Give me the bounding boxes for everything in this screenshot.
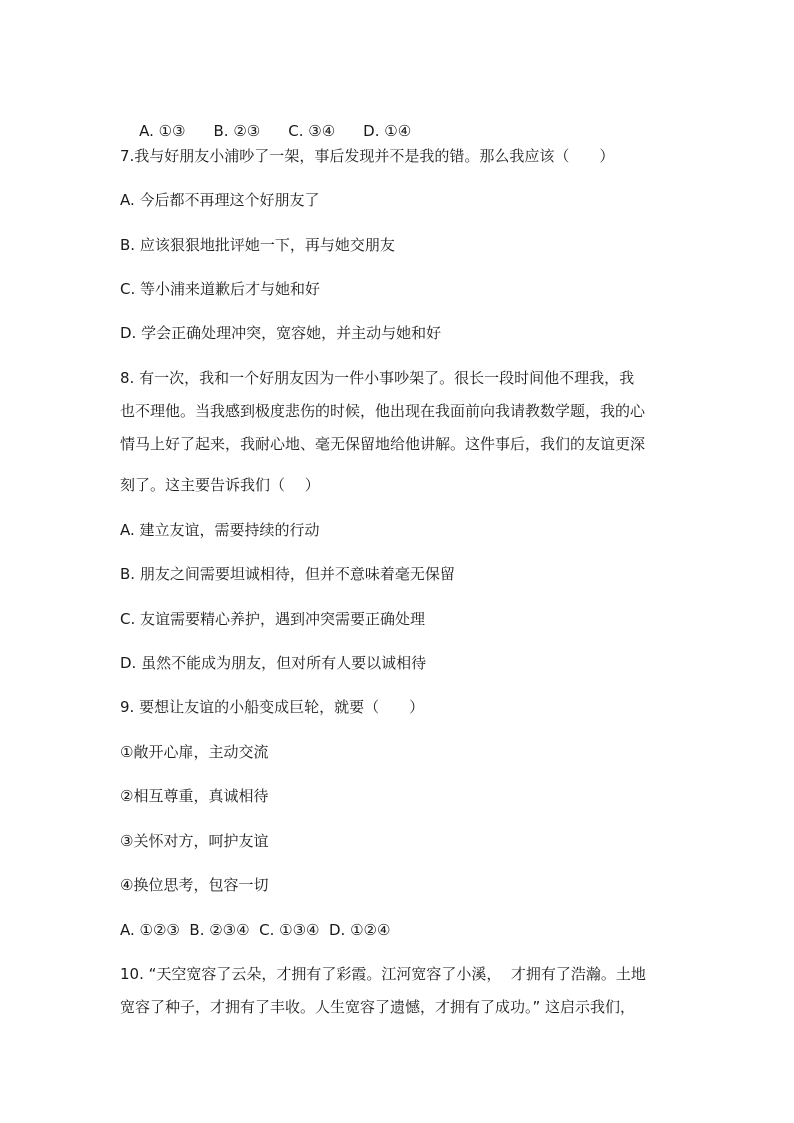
q8-stem-line1: 8. 有一次，我和一个好朋友因为一件小事吵架了。很长一段时间他不理我，我 bbox=[120, 369, 635, 387]
q7-option-a: A. 今后都不再理这个好朋友了 bbox=[120, 191, 320, 209]
q8-option-c: C. 友谊需要精心养护，遇到冲突需要正确处理 bbox=[120, 610, 426, 628]
q9-item-4: ④换位思考，包容一切 bbox=[120, 876, 269, 894]
q8-stem-line4: 刻了。这主要告诉我们（ ） bbox=[120, 476, 320, 494]
q9-item-2: ②相互尊重，真诚相待 bbox=[120, 787, 269, 805]
q9-options: A. ①②③ B. ②③④ C. ①③④ D. ①②④ bbox=[120, 921, 391, 939]
q8-option-a: A. 建立友谊，需要持续的行动 bbox=[120, 521, 320, 539]
q7-option-d: D. 学会正确处理冲突，宽容她，并主动与她和好 bbox=[120, 324, 442, 342]
q6-option-c: C. ③④ bbox=[288, 122, 336, 140]
q7-option-c: C. 等小浦来道歉后才与她和好 bbox=[120, 280, 321, 298]
q7-option-b: B. 应该狠狠地批评她一下，再与她交朋友 bbox=[120, 236, 395, 254]
q8-stem-line3: 情马上好了起来，我耐心地、毫无保留地给他讲解。这件事后，我们的友谊更深 bbox=[120, 435, 646, 453]
q8-option-d: D. 虽然不能成为朋友，但对所有人要以诚相待 bbox=[120, 654, 427, 672]
q9-item-3: ③关怀对方，呵护友谊 bbox=[120, 832, 269, 850]
q8-stem-line2: 也不理他。当我感到极度悲伤的时候，他出现在我面前向我请教数学题，我的心 bbox=[120, 402, 646, 420]
q10-stem-line1: 10. “天空宽容了云朵，才拥有了彩霞。江河宽容了小溪， 才拥有了浩瀚。土地 bbox=[120, 965, 646, 983]
q6-option-b: B. ②③ bbox=[213, 122, 261, 140]
q10-stem-line2: 宽容了种子，才拥有了丰收。人生宽容了遗憾，才拥有了成功。” 这启示我们， bbox=[120, 998, 636, 1016]
q9-item-1: ①敞开心扉，主动交流 bbox=[120, 743, 269, 761]
q8-option-b: B. 朋友之间需要坦诚相待，但并不意味着毫无保留 bbox=[120, 565, 455, 583]
q9-stem: 9. 要想让友谊的小船变成巨轮，就要（ ） bbox=[120, 698, 425, 716]
q6-option-d: D. ①④ bbox=[363, 122, 412, 140]
q6-option-a: A. ①③ bbox=[139, 122, 186, 140]
q7-stem: 7.我与好朋友小浦吵了一架，事后发现并不是我的错。那么我应该（ ） bbox=[120, 147, 615, 165]
